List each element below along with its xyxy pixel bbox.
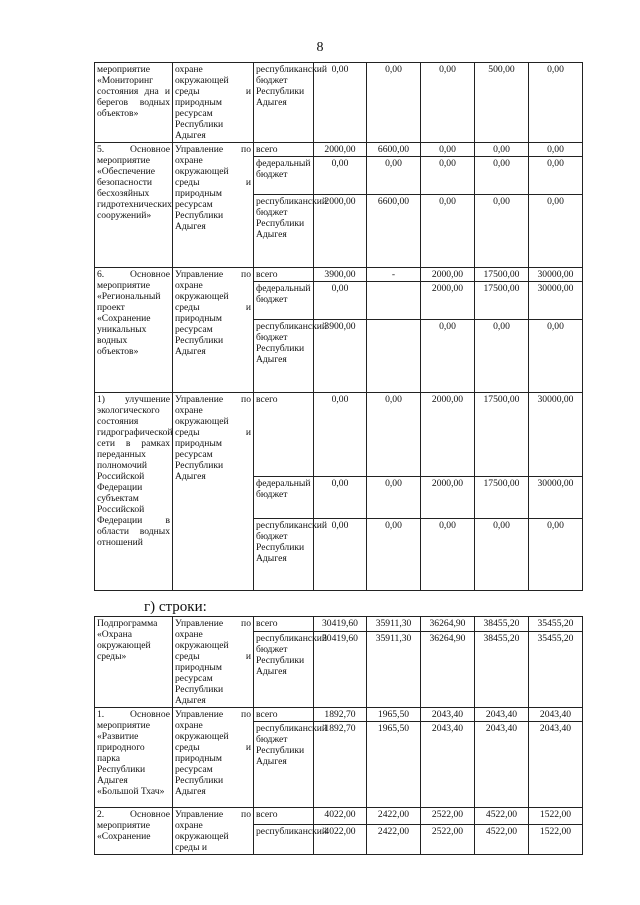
- executor-cell: Управление по охране окружающей среды и природным ресурсам Республики Адыгея: [173, 617, 254, 708]
- section-subheading: г) строки:: [144, 599, 207, 615]
- value-cell: 0,00: [314, 519, 367, 591]
- value-cell: 1965,50: [367, 722, 421, 808]
- executor-cell: Управление по охране окружающей среды и: [173, 808, 254, 855]
- value-cell: 3900,00: [314, 268, 367, 282]
- value-cell: 2043,40: [475, 708, 529, 722]
- value-cell: 0,00: [475, 157, 529, 195]
- value-cell: 1892,70: [314, 722, 367, 808]
- value-cell: 2043,40: [529, 722, 583, 808]
- event-cell: 6. Основное мероприятие «Региональный проект «Сохранение уникальных водных объектов»: [95, 268, 173, 393]
- value-cell: 0,00: [475, 320, 529, 393]
- funding-source-cell: республиканский бюджет Республики Адыгея: [254, 320, 314, 393]
- value-cell: 2000,00: [421, 282, 475, 320]
- table-row: [95, 617, 583, 632]
- value-cell: 0,00: [367, 157, 421, 195]
- event-cell: 2. Основное мероприятие «Сохранение: [95, 808, 173, 855]
- value-cell: 35911,30: [367, 631, 421, 707]
- value-cell: 0,00: [475, 143, 529, 157]
- page-number: 8: [316, 40, 324, 55]
- funding-source-cell: всего: [254, 708, 314, 722]
- value-cell: 6600,00: [367, 143, 421, 157]
- budget-table-top: [94, 62, 583, 591]
- value-cell: 30419,60: [314, 617, 367, 632]
- value-cell: 2522,00: [421, 808, 475, 825]
- executor-cell: Управление по охране окружающей среды и природным ресурсам Республики Адыгея: [173, 143, 254, 268]
- value-cell: 4522,00: [475, 825, 529, 855]
- table-row: [95, 143, 583, 157]
- table-row: [95, 63, 583, 143]
- value-cell: 500,00: [475, 63, 529, 143]
- value-cell: 0,00: [421, 519, 475, 591]
- value-cell: [367, 320, 421, 393]
- funding-source-cell: республиканский: [254, 825, 314, 855]
- value-cell: 2422,00: [367, 808, 421, 825]
- value-cell: 35455,20: [529, 617, 583, 632]
- value-cell: 0,00: [421, 195, 475, 268]
- value-cell: 2043,40: [421, 708, 475, 722]
- value-cell: 0,00: [314, 393, 367, 477]
- funding-source-cell: всего: [254, 617, 314, 632]
- value-cell: 2000,00: [421, 477, 475, 519]
- value-cell: 36264,90: [421, 631, 475, 707]
- value-cell: 17500,00: [475, 282, 529, 320]
- value-cell: 2000,00: [314, 143, 367, 157]
- value-cell: 2043,40: [475, 722, 529, 808]
- value-cell: 38455,20: [475, 617, 529, 632]
- value-cell: 35455,20: [529, 631, 583, 707]
- value-cell: 30000,00: [529, 282, 583, 320]
- value-cell: 36264,90: [421, 617, 475, 632]
- funding-source-cell: федеральный бюджет: [254, 282, 314, 320]
- value-cell: 4522,00: [475, 808, 529, 825]
- table-row: [95, 268, 583, 282]
- value-cell: 17500,00: [475, 393, 529, 477]
- value-cell: 2522,00: [421, 825, 475, 855]
- value-cell: 0,00: [367, 393, 421, 477]
- event-cell: 5. Основное мероприятие «Обеспечение безопасности бесхозяйных гидротехнических сооружений»: [95, 143, 173, 268]
- value-cell: 0,00: [421, 143, 475, 157]
- value-cell: 0,00: [367, 477, 421, 519]
- table-row: [95, 393, 583, 477]
- value-cell: 1892,70: [314, 708, 367, 722]
- executor-cell: охране окружающей среды и природным ресурсам Республики Адыгея: [173, 63, 254, 143]
- funding-source-cell: республиканский бюджет Республики Адыгея: [254, 63, 314, 143]
- table-row: [95, 708, 583, 722]
- value-cell: 2000,00: [421, 393, 475, 477]
- value-cell: [367, 282, 421, 320]
- value-cell: 35911,30: [367, 617, 421, 632]
- funding-source-cell: федеральный бюджет: [254, 477, 314, 519]
- value-cell: 30000,00: [529, 477, 583, 519]
- value-cell: 1965,50: [367, 708, 421, 722]
- value-cell: 0,00: [421, 63, 475, 143]
- value-cell: 0,00: [421, 157, 475, 195]
- value-cell: 0,00: [367, 519, 421, 591]
- value-cell: 0,00: [314, 63, 367, 143]
- funding-source-cell: республиканский бюджет Республики Адыгея: [254, 519, 314, 591]
- value-cell: 0,00: [529, 519, 583, 591]
- value-cell: 4022,00: [314, 825, 367, 855]
- funding-source-cell: республиканский бюджет Республики Адыгея: [254, 722, 314, 808]
- value-cell: 1522,00: [529, 825, 583, 855]
- budget-table-bottom: [94, 616, 583, 855]
- value-cell: 30000,00: [529, 393, 583, 477]
- funding-source-cell: всего: [254, 808, 314, 825]
- funding-source-cell: республиканский бюджет Республики Адыгея: [254, 631, 314, 707]
- value-cell: 0,00: [529, 157, 583, 195]
- value-cell: 3900,00: [314, 320, 367, 393]
- value-cell: 0,00: [529, 320, 583, 393]
- funding-source-cell: всего: [254, 393, 314, 477]
- executor-cell: Управление по охране окружающей среды и природным ресурсам Республики Адыгея: [173, 708, 254, 808]
- value-cell: 0,00: [529, 143, 583, 157]
- event-cell: Подпрограмма «Охрана окружающей среды»: [95, 617, 173, 708]
- value-cell: 2422,00: [367, 825, 421, 855]
- value-cell: 1522,00: [529, 808, 583, 825]
- value-cell: 0,00: [475, 519, 529, 591]
- value-cell: 2043,40: [421, 722, 475, 808]
- value-cell: 0,00: [421, 320, 475, 393]
- value-cell: 4022,00: [314, 808, 367, 825]
- value-cell: 0,00: [367, 63, 421, 143]
- value-cell: 0,00: [529, 195, 583, 268]
- event-cell: 1. Основное мероприятие «Развитие природного парка Республики Адыгея «Большой Тхач»: [95, 708, 173, 808]
- value-cell: 30419,60: [314, 631, 367, 707]
- table-row: [95, 808, 583, 825]
- executor-cell: Управление по охране окружающей среды и природным ресурсам Республики Адыгея: [173, 393, 254, 591]
- value-cell: 0,00: [314, 157, 367, 195]
- value-cell: 2043,40: [529, 708, 583, 722]
- value-cell: 0,00: [314, 477, 367, 519]
- value-cell: 2000,00: [421, 268, 475, 282]
- value-cell: 2000,00: [314, 195, 367, 268]
- event-cell: мероприятие «Мониторинг состояния дна и берегов водных объектов»: [95, 63, 173, 143]
- event-cell: 1) улучшение экологического состояния гидрографической сети в рамках переданных полномочий Российской Федерации субъектам Российской Федерации в области водных отношений: [95, 393, 173, 591]
- executor-cell: Управление по охране окружающей среды и природным ресурсам Республики Адыгея: [173, 268, 254, 393]
- value-cell: 38455,20: [475, 631, 529, 707]
- value-cell: 17500,00: [475, 477, 529, 519]
- value-cell: 30000,00: [529, 268, 583, 282]
- funding-source-cell: федеральный бюджет: [254, 157, 314, 195]
- value-cell: 0,00: [529, 63, 583, 143]
- funding-source-cell: республиканский бюджет Республики Адыгея: [254, 195, 314, 268]
- funding-source-cell: всего: [254, 143, 314, 157]
- value-cell: 6600,00: [367, 195, 421, 268]
- value-cell: 0,00: [475, 195, 529, 268]
- value-cell: 0,00: [314, 282, 367, 320]
- value-cell: 17500,00: [475, 268, 529, 282]
- value-cell: -: [367, 268, 421, 282]
- funding-source-cell: всего: [254, 268, 314, 282]
